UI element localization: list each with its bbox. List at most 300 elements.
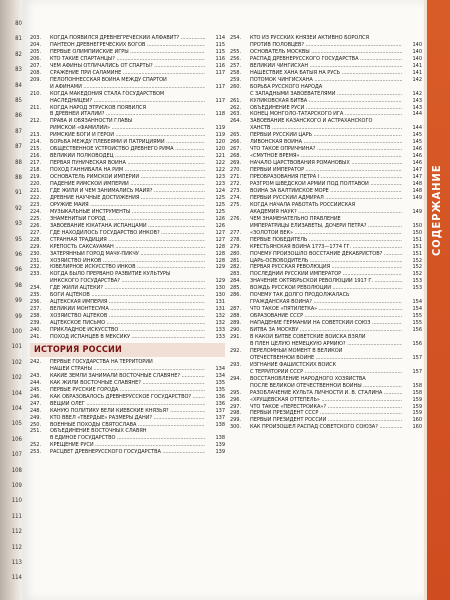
entry-title: КАК ОБРАЗОВАЛОСЬ ДРЕВНЕРУССКОЕ ГОСУДАРСТВО? .....	[50, 394, 205, 401]
toc-entry	[30, 230, 225, 237]
toc-entry	[230, 160, 422, 167]
entry-number: 213.	[30, 132, 42, 139]
entry-number: 240.	[30, 327, 42, 334]
toc-entry	[30, 394, 225, 401]
entry-page-number: 159	[402, 404, 422, 411]
toc-entry	[30, 251, 225, 258]
entry-title: ГДЕ ЖИЛИ АЦТЕКИ? .....	[50, 285, 205, 292]
entry-page-number: 127	[205, 230, 225, 237]
toc-entry	[30, 380, 225, 387]
margin-page-number: 83	[15, 66, 22, 74]
entry-page-number: 117	[205, 70, 225, 77]
toc-entry	[230, 230, 422, 237]
entry-title: НАСЛЕДНИЦЕЙ? .....	[50, 98, 205, 105]
entry-page-number: 133	[205, 327, 225, 334]
toc-entry	[230, 320, 422, 327]
toc-entry	[30, 77, 225, 84]
toc-entry	[230, 397, 422, 404]
entry-page-number: 151	[402, 244, 422, 251]
entry-page-number: 143	[402, 98, 422, 105]
entry-title: ХОЗЯЙСТВО АЦТЕКОВ .....	[50, 313, 205, 320]
entry-number: 228.	[30, 236, 42, 243]
entry-page-number: 147	[402, 167, 422, 174]
entry-number: 219.	[30, 174, 42, 181]
entry-title: ОСНОВАТЕЛЬ МОСКВЫ .....	[250, 49, 402, 56]
entry-page-number: 117	[205, 98, 225, 105]
entry-page-number: 160	[402, 417, 422, 424]
entry-number: 230.	[30, 250, 42, 257]
entry-number: 251.	[30, 428, 42, 435]
margin-page-number: 99	[15, 312, 22, 320]
entry-number: 216.	[30, 153, 42, 160]
entry-page-number: 117	[205, 84, 225, 91]
entry-page-number: 130	[205, 285, 225, 292]
entry-title: ПЕРВЫЕ ГОСУДАРСТВА НА ТЕРРИТОРИИ	[50, 358, 153, 365]
toc-entry	[30, 237, 225, 244]
margin-page-number: 98	[15, 281, 22, 289]
entry-title: СРАЖЕНИЕ ПРИ САЛАМИНЕ .....	[50, 70, 205, 77]
entry-number: 258.	[230, 69, 242, 76]
entry-number: 272.	[230, 181, 242, 188]
margin-page-number: 114	[11, 574, 22, 582]
toc-entry	[230, 390, 422, 397]
entry-number: 204.	[30, 41, 42, 48]
toc-entry	[230, 195, 422, 202]
entry-title: ПЕРВАЯ ПУНИЧЕСКАЯ ВОЙНА .....	[50, 160, 205, 167]
entry-page-number: 136	[205, 401, 225, 408]
entry-number: 273.	[230, 187, 242, 194]
entry-page-number: 153	[402, 285, 422, 292]
entry-page-number: 125	[205, 202, 225, 209]
toc-entry	[30, 146, 225, 153]
entry-page-number: 135	[205, 380, 225, 387]
entry-title: ПЕРВАЯ РУССКАЯ РЕВОЛЮЦИЯ .....	[250, 264, 402, 271]
toc-entry	[230, 42, 422, 49]
entry-title: ЗНАЧЕНИЕ ОКТЯБРЬСКОЙ РЕВОЛЮЦИИ 1917 Г. .....	[250, 278, 402, 285]
entry-page-number: 116	[205, 56, 225, 63]
toc-entry	[30, 244, 225, 251]
entry-page-number: 151	[402, 251, 422, 258]
toc-entry	[230, 376, 422, 383]
toc-entry	[30, 105, 225, 112]
entry-number: 299.	[230, 417, 242, 424]
toc-entry	[30, 49, 225, 56]
entry-page-number: 123	[205, 181, 225, 188]
entry-number: 262.	[230, 104, 242, 111]
entry-number: 283.	[230, 271, 242, 278]
toc-entry	[30, 139, 225, 146]
entry-page-number: 138	[205, 422, 225, 429]
margin-page-number: 104	[11, 405, 22, 412]
entry-title: ВЕЛИКИЙ ПОЛКОВОДЕЦ .....	[50, 153, 205, 160]
entry-number: 275.	[230, 201, 242, 208]
entry-page-number: 156	[402, 341, 422, 348]
entry-title: КРЕЩЕНИЕ РУСИ .....	[50, 442, 205, 449]
toc-entry	[30, 167, 225, 174]
entry-title: КАКИЕ ЗЕМЛИ ЗАНИМАЛИ ВОСТОЧНЫЕ СЛАВЯНЕ? .....	[50, 373, 205, 380]
entry-title: ПОТОМОК ЧИНГИСХАНА .....	[250, 77, 402, 84]
toc-entry	[230, 424, 422, 431]
toc-entry	[230, 132, 422, 139]
entry-number: 276.	[230, 215, 242, 222]
entry-number: 247.	[30, 400, 42, 407]
margin-page-number: 86	[15, 112, 22, 120]
entry-number: 203.	[30, 35, 42, 41]
entry-title: ПОХОД ГАННИБАЛА НА РИМ .....	[50, 167, 205, 174]
margin-page-number: 84	[15, 81, 22, 89]
entry-title: ГДЕ НАХОДИЛОСЬ ГОСУДАРСТВО ИНКОВ? .....	[50, 230, 205, 237]
entry-page-number: 115	[205, 49, 225, 56]
toc-entry	[30, 415, 225, 422]
entry-page-number: 156	[402, 327, 422, 334]
margin-page-number: 107	[11, 451, 22, 459]
entry-title: ДРЕВНИЕ НАУЧНЫЕ ДОСТИЖЕНИЯ .....	[50, 195, 205, 202]
margin-page-number: 82	[15, 50, 22, 58]
entry-title: ВЕЛИКИЙ ЧИНГИСХАН .....	[250, 63, 402, 70]
entry-title: СТРАННАЯ ТРАДИЦИЯ .....	[50, 237, 205, 244]
toc-entry	[230, 369, 422, 376]
toc-entry	[30, 278, 225, 285]
toc-entry	[230, 118, 422, 125]
entry-page-number: 148	[402, 181, 422, 188]
entry-number: 266.	[230, 139, 242, 146]
entry-title: КАНУЮ ПОЛИТИКУ ВЕЛИ КИЕВСКИЕ КНЯЗЬЯ? .....	[50, 408, 205, 415]
entry-title: КАК ЖИЛИ ВОСТОЧНЫЕ СЛАВЯНЕ? .....	[50, 380, 205, 387]
entry-title: ХАНСТВ .....	[250, 125, 402, 132]
toc-entry	[30, 209, 225, 216]
toc-entry	[230, 306, 422, 313]
entry-title: С ЗАПАДНЫМИ ЗАВОЕВАТЕЛЯМИ .....	[250, 91, 402, 98]
margin-page-number: 101	[11, 343, 22, 351]
margin-page-number: 111	[11, 512, 22, 520]
entry-title: РИМСКИЕ БОГИ И ГЕРОИ .....	[50, 132, 205, 139]
entry-title: РАЗГРОМ ШВЕДСКОЙ АРМИИ ПОД ПОЛТАВОЙ .....	[250, 181, 402, 188]
toc-entry	[30, 223, 225, 230]
entry-page-number: 159	[402, 397, 422, 404]
toc-entry	[30, 313, 225, 320]
entry-number: 231.	[30, 257, 42, 264]
toc-entry	[30, 35, 225, 42]
entry-page-number: 158	[402, 390, 422, 397]
margin-page-number: 91	[15, 189, 22, 197]
entry-title: ОСНОВАТЕЛЬ РИМСКОЙ ИМПЕРИИ .....	[50, 174, 205, 181]
entry-number: 249.	[30, 414, 42, 421]
entry-page-number: 149	[402, 209, 422, 216]
entry-number: 224.	[30, 208, 42, 215]
toc-entry	[230, 348, 422, 355]
entry-title: ИНКСКОГО ГОСУДАРСТВА? .....	[50, 278, 205, 285]
entry-number: 217.	[30, 160, 42, 167]
toc-entry	[230, 417, 422, 424]
entry-title: БОГИ АЦТЕКОВ .....	[50, 292, 205, 299]
entry-title: МУЗЫКАЛЬНЫЕ ИНСТРУМЕНТЫ .....	[50, 209, 205, 216]
entry-number: 270.	[230, 167, 242, 174]
entry-title: ЧТО ТАКОЕ ОПРИЧНИНА? .....	[250, 146, 402, 153]
entry-title: РИМСКОЙ «ФАМИЛИИ» .....	[50, 125, 205, 132]
entry-number: 277.	[230, 229, 242, 236]
entry-number: 209.	[30, 76, 42, 83]
margin-page-number: 93	[15, 220, 22, 228]
toc-entry	[30, 98, 225, 105]
entry-title: КТО ИЗ РУССКИХ КНЯЗЕЙ АКТИВНО БОРОЛСЯ	[250, 35, 369, 41]
entry-page-number: 152	[402, 271, 422, 278]
entry-page-number: 125	[205, 209, 225, 216]
entry-title: ПЕРВЫЕ ПОБЕДИТЕЛЬ .....	[250, 237, 402, 244]
entry-title: ЧТО ТАКОЕ «ПЕРЕСТРОЙКА»? .....	[250, 404, 402, 411]
entry-number: 229.	[30, 243, 42, 250]
entry-title: ПЕРЕЛОМНЫЙ МОМЕНТ В ВЕЛИКОЙ	[250, 347, 343, 354]
entry-number: 281.	[230, 257, 242, 264]
toc-entry	[230, 77, 422, 84]
toc-entry	[30, 153, 225, 160]
entry-title: ПЕРВЫЙ РУССКИЙ ЦАРЬ .....	[250, 132, 402, 139]
entry-title: ХОЗЯЙСТВО ИНКОВ .....	[50, 258, 205, 265]
entry-title: ПЕЛОПОННЕССКАЯ ВОЙНА МЕЖДУ СПАРТОЙ	[50, 76, 167, 83]
toc-entry	[230, 264, 422, 271]
toc-entry	[30, 56, 225, 63]
toc-entry	[230, 105, 422, 112]
margin-page-number: 109	[11, 482, 22, 489]
toc-entry	[230, 355, 422, 362]
toc-entry	[230, 278, 422, 285]
entry-title: В КАКОЙ БИТВЕ СОВЕТСКИЕ ВОЙСКА ВЗЯЛИ	[250, 333, 366, 340]
entry-title: ПОЧЕМУ ТАК ДОЛГО ПРОДОЛЖАЛАСЬ	[250, 292, 350, 299]
entry-title: ОБЪЕДИНЕНИЕ ВОСТОЧНЫХ СЛАВЯН	[50, 428, 147, 435]
entry-page-number: 121	[205, 153, 225, 160]
entry-title: КТО ТАКИЕ СПАРТАНЦЫ? .....	[50, 56, 205, 63]
toc-entry	[30, 334, 225, 341]
entry-page-number: 123	[205, 174, 225, 181]
entry-title: РАСПАД ДРЕВНЕРУССКОГО ГОСУДАРСТВА .....	[250, 56, 402, 63]
toc-entry	[230, 271, 422, 278]
entry-title: ПЕРВЫЕ ОЛИМПИЙСКИЕ ИГРЫ .....	[50, 49, 205, 56]
toc-entry	[30, 359, 225, 366]
entry-number: 280.	[230, 250, 242, 257]
entry-page-number: 115	[205, 42, 225, 49]
entry-number: 227.	[30, 229, 42, 236]
entry-title: ИМПЕРАТРИЦЫ ЕЛИЗАВЕТЫ, ДОЧЕРИ ПЕТРА? .....	[250, 223, 402, 230]
entry-number: 238.	[30, 313, 42, 320]
section-heading-russian-history: ИСТОРИЯ РОССИИ	[30, 343, 225, 357]
entry-title: «СМУТНОЕ ВРЕМЯ» .....	[250, 153, 402, 160]
toc-entry	[230, 63, 422, 70]
entry-number: 261.	[230, 97, 242, 104]
entry-page-number: 128	[205, 251, 225, 258]
margin-page-number: 96	[15, 266, 22, 274]
entry-page-number: 135	[205, 387, 225, 394]
margin-page-number: 106	[11, 435, 22, 443]
entry-page-number: 155	[402, 320, 422, 327]
entry-number: 269.	[230, 160, 242, 167]
entry-number: 297.	[230, 403, 242, 410]
entry-page-number: 129	[205, 278, 225, 285]
entry-title: ЧЕМ АФИНЫ ОТЛИЧАЛИСЬ ОТ СПАРТЫ? .....	[50, 63, 205, 70]
entry-page-number: 154	[402, 299, 422, 306]
entry-title: РАЗОБЛАЧЕНИЕ КУЛЬТА ЛИЧНОСТИ И. В. СТАЛИНА .....	[250, 390, 402, 397]
toc-entry	[30, 373, 225, 380]
entry-page-number: 140	[402, 42, 422, 49]
entry-title: ПОСЛЕДНИЙ РУССКИЙ ИМПЕРАТОР .....	[250, 271, 402, 278]
previous-page-margin	[0, 20, 22, 600]
toc-entry	[230, 237, 422, 244]
entry-title: НАЧАЛО ЦАРСТВОВАНИЯ РОМАНОВЫХ .....	[250, 160, 402, 167]
margin-page-number: 81	[15, 35, 22, 43]
toc-entry	[30, 299, 225, 306]
entry-page-number: 149	[402, 195, 422, 202]
entry-number: 205.	[30, 48, 42, 55]
toc-entry	[30, 111, 225, 118]
entry-number: 271.	[230, 174, 242, 181]
entry-number: 291.	[230, 333, 242, 340]
entry-title: КОГДА БЫЛО ПРЕРВАНО РАЗВИТИЕ КУЛЬТУРЫ	[50, 271, 171, 278]
margin-page-number: 112	[11, 528, 22, 536]
entry-page-number: 137	[205, 408, 225, 415]
entry-title: ГРАЖДАНСКАЯ ВОЙНА? .....	[250, 299, 402, 306]
entry-number: 211.	[30, 104, 42, 111]
entry-title: НАШЕСТВИЕ ХАНА БАТЫЯ НА РУСЬ .....	[250, 70, 402, 77]
entry-title: ИЗГНАНИЕ ФАШИСТСКИХ ВОЙСК	[250, 361, 337, 368]
entry-number: 248.	[30, 407, 42, 414]
entry-number: 245.	[30, 386, 42, 393]
toc-entry	[230, 125, 422, 132]
toc-entry	[230, 292, 422, 299]
entry-number: 225.	[30, 215, 42, 222]
entry-page-number: 127	[205, 237, 225, 244]
entry-page-number: 141	[402, 63, 422, 70]
entry-page-number: 155	[402, 313, 422, 320]
entry-number: 252.	[30, 442, 42, 449]
entry-number: 284.	[230, 278, 242, 285]
entry-page-number: 157	[402, 355, 422, 362]
entry-number: 263.	[230, 111, 242, 118]
entry-page-number: 131	[205, 299, 225, 306]
entry-page-number: 145	[402, 132, 422, 139]
entry-number: 253.	[30, 449, 42, 456]
entry-number: 290.	[230, 327, 242, 334]
entry-number: 287.	[230, 306, 242, 313]
entry-page-number: 157	[402, 369, 422, 376]
margin-page-number: 113	[11, 559, 22, 566]
entry-page-number: 148	[402, 188, 422, 195]
toc-entry	[30, 160, 225, 167]
entry-number: 295.	[230, 389, 242, 396]
contents-column-right	[230, 35, 422, 594]
entry-page-number: 134	[205, 373, 225, 380]
toc-entry	[230, 313, 422, 320]
toc-entry	[230, 209, 422, 216]
toc-entry	[30, 366, 225, 373]
margin-page-number: 104	[11, 389, 22, 397]
entry-page-number: 119	[205, 132, 225, 139]
toc-entry	[230, 258, 422, 265]
toc-entry	[230, 98, 422, 105]
entry-number: 268.	[230, 153, 242, 160]
entry-number: 242.	[30, 358, 42, 365]
toc-entry	[230, 299, 422, 306]
entry-page-number: 144	[402, 125, 422, 132]
entry-page-number: 114	[205, 35, 225, 42]
margin-page-number: 102	[11, 358, 22, 366]
entry-title: БИТВА ЗА МОСКВУ .....	[250, 327, 402, 334]
entry-number: 293.	[230, 361, 242, 368]
toc-entry	[30, 216, 225, 223]
entry-number: 218.	[30, 167, 42, 174]
toc-entry	[230, 244, 422, 251]
entry-number: 274.	[230, 194, 242, 201]
contents-column-left	[30, 35, 225, 594]
entry-number: 294.	[230, 375, 242, 382]
toc-entry	[30, 449, 225, 456]
entry-title: ГДЕ ЖИЛИ И ЧЕМ ЗАНИМАЛИСЬ МАЙЯ? .....	[50, 188, 205, 195]
entry-number: 265.	[230, 132, 242, 139]
entry-page-number: 160	[402, 424, 422, 431]
entry-page-number: 136	[205, 394, 225, 401]
entry-title: КРЕПОСТЬ САКСАУАМАН .....	[50, 244, 205, 251]
entry-title: ЗАВОЕВАНИЕ КАЗАНСКОГО И АСТРАХАНСКОГО	[250, 118, 373, 125]
toc-entry	[30, 70, 225, 77]
entry-number: 207.	[30, 62, 42, 69]
entry-number: 282.	[230, 264, 242, 271]
entry-title: ПРЕОБРАЗОВАНИЯ ПЕТРА I .....	[250, 174, 402, 181]
toc-entry	[30, 118, 225, 125]
toc-entry	[30, 91, 225, 98]
entry-title: И АФИНАМИ .....	[50, 84, 205, 91]
entry-page-number: 141	[402, 70, 422, 77]
entry-page-number: 122	[205, 160, 225, 167]
entry-page-number: 129	[205, 264, 225, 271]
entry-number: 233.	[30, 271, 42, 278]
toc-entry	[30, 320, 225, 327]
margin-page-number: 92	[15, 204, 22, 212]
toc-entry	[30, 42, 225, 49]
entry-page-number: 131	[205, 306, 225, 313]
tab-label: СОДЕРЖАНИЕ	[430, 164, 443, 256]
entry-title: КОГДА ПОЯВИЛСЯ ДРЕВНЕГРЕЧЕСКИЙ АЛФАВИТ? .....	[50, 35, 205, 42]
entry-title: КОГДА НАЧАЛА РАБОТАТЬ РОССИЙСКАЯ	[250, 201, 356, 208]
entry-page-number: 138	[205, 435, 225, 442]
toc-entry	[30, 132, 225, 139]
entry-title: ЛИВОНСКАЯ ВОЙНА .....	[250, 139, 402, 146]
toc-entry	[230, 362, 422, 369]
entry-title: АЦТЕКСКОЕ ПИСЬМО .....	[50, 320, 205, 327]
toc-entry	[230, 383, 422, 390]
entry-page-number: 126	[205, 216, 225, 223]
entry-title: ЧТО ТАКОЕ «ПЯТИЛЕТКА» .....	[250, 306, 402, 313]
entry-number: 223.	[30, 201, 42, 208]
toc-entry	[230, 139, 422, 146]
entry-page-number: 145	[402, 139, 422, 146]
entry-number: 285.	[230, 285, 242, 292]
entry-page-number: 120	[205, 139, 225, 146]
entry-page-number: 128	[205, 258, 225, 265]
margin-page-number: 108	[11, 466, 22, 474]
entry-title: С ТЕРРИТОРИИ СССР .....	[250, 369, 402, 376]
entry-page-number: 151	[402, 237, 422, 244]
entry-number: 246.	[30, 393, 42, 400]
entry-page-number: 158	[402, 383, 422, 390]
entry-number: 260.	[230, 83, 242, 90]
toc-entry	[230, 223, 422, 230]
entry-number: 244.	[30, 379, 42, 386]
entry-title: ПЕРВЫЙ ИМПЕРАТОР .....	[250, 167, 402, 174]
entry-number: 239.	[30, 320, 42, 327]
margin-page-number: 88	[15, 174, 22, 181]
entry-number: 264.	[230, 118, 242, 125]
toc-entry	[230, 56, 422, 63]
entry-title: ОБЩЕСТВЕННОЕ УСТРОЙСТВО ДРЕВНЕГО РИМА .....	[50, 146, 205, 153]
entry-number: 254.	[230, 35, 242, 41]
toc-entry	[30, 258, 225, 265]
